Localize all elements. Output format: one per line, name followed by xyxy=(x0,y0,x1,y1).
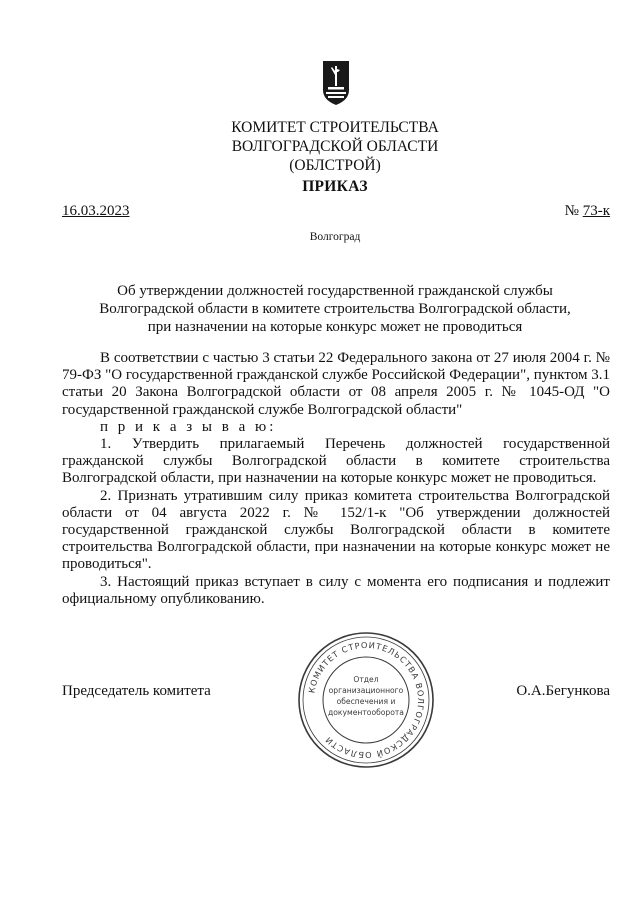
number-prefix: № xyxy=(564,203,579,219)
org-name-line-1: КОМИТЕТ СТРОИТЕЛЬСТВА xyxy=(231,119,439,136)
coat-of-arms-emblem xyxy=(322,60,350,106)
body-order-word: п р и к а з ы в а ю: xyxy=(100,418,277,435)
stamp-text-line-4: документооборота xyxy=(328,708,404,717)
org-name-line-2: ВОЛГОГРАДСКОЙ ОБЛАСТИ xyxy=(231,138,439,155)
org-name-line-3: (ОБЛСТРОЙ) xyxy=(289,157,381,174)
subject-line-3: при назначении на которые конкурс может не проводиться xyxy=(147,319,523,335)
body-item-1: 1. Утвердить прилагаемый Перечень должностей государственной гражданской службы Волгоградской области в комитете строительства Волгоградской области, при назначении на которые конкурс может не проводиться. xyxy=(62,436,610,487)
number-value: 73-к xyxy=(582,203,610,219)
official-stamp xyxy=(296,630,436,770)
stamp-ring-text: КОМИТЕТ СТРОИТЕЛЬСТВА ВОЛГОГРАДСКОЙ ОБЛАСТИ xyxy=(306,639,427,761)
stamp-text-line-1: Отдел xyxy=(353,675,379,684)
body-item-3: 3. Настоящий приказ вступает в силу с момента его подписания и подлежит официальному опубликованию. xyxy=(62,573,610,607)
document-subject xyxy=(0,282,640,336)
subject-line-2: Волгоградской области в комитете строительства Волгоградской области, xyxy=(99,301,571,317)
document-date: 16.03.2023 xyxy=(62,203,130,219)
document-type-title: ПРИКАЗ xyxy=(302,178,368,195)
subject-line-1: Об утверждении должностей государственной гражданской службы xyxy=(117,283,553,299)
signatory-position: Председатель комитета xyxy=(62,683,211,699)
stamp-text-line-2: организационного xyxy=(328,686,404,695)
body-item-2: 2. Признать утратившим силу приказ комитета строительства Волгоградской области от 04 августа 2022 г. № 152/1-к "Об утверждении должностей государственной гражданской службы Волгоградской области в комитете строительства Волгоградской области, при назначении на которые конкурс может не проводиться". xyxy=(62,487,610,573)
signatory-name: О.А.Бегункова xyxy=(516,683,610,699)
city-name: Волгоград xyxy=(309,231,361,243)
organization-header xyxy=(0,118,640,175)
body-preamble: В соответствии с частью 3 статьи 22 Федерального закона от 27 июля 2004 г. № 79-ФЗ "О государственной гражданской службе Российской Федерации", пунктом 3.1 статьи 20 Закона Волгоградской области от 08 апреля 2005 г. № 1045-ОД "О государственной гражданской службе Волгоградской области" xyxy=(62,350,610,418)
document-number xyxy=(565,203,610,220)
stamp-text-line-3: обеспечения и xyxy=(336,697,396,706)
document-body xyxy=(62,350,610,608)
